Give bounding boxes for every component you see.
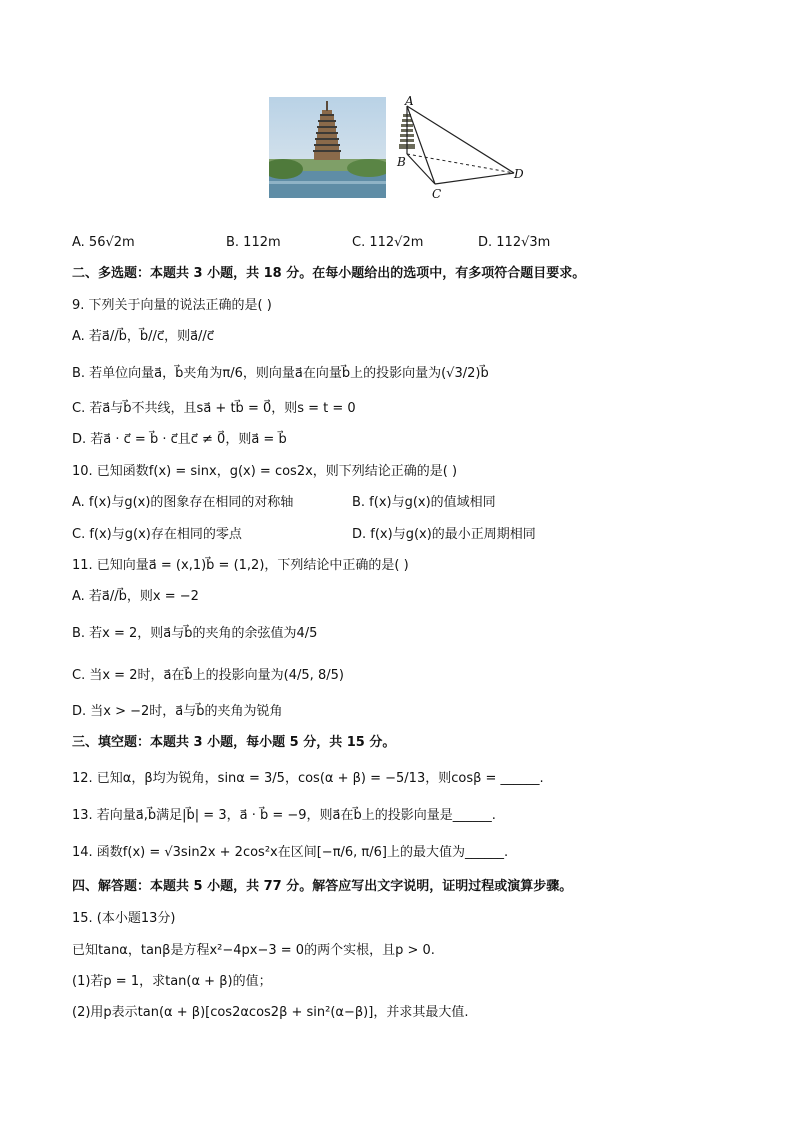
q15-part-2: (2)用p表示tan(α + β)[cos2αcos2β + sin²(α−β)]，并求其最大值. — [72, 1005, 469, 1020]
q12: 12. 已知α，β均为锐角，sinα = 3/5，cos(α + β) = −5/13，则cosβ = ______. — [72, 771, 544, 786]
q8-option-a: A. 56√2m — [72, 235, 135, 250]
q9-option-c: C. 若a⃗与b⃗不共线，且sa⃗ + tb⃗ = 0⃗，则s = t = 0 — [72, 401, 356, 416]
section-2-header: 二、多选题：本题共 3 小题，共 18 分。在每小题给出的选项中，有多项符合题目要求。 — [72, 266, 586, 281]
q8-option-b: B. 112m — [226, 235, 281, 250]
q10-option-d: D. f(x)与g(x)的最小正周期相同 — [352, 527, 536, 542]
q11-option-b: B. 若x = 2，则a⃗与b⃗的夹角的余弦值为4/5 — [72, 626, 318, 641]
q9-option-b: B. 若单位向量a⃗，b⃗夹角为π/6，则向量a⃗在向量b⃗上的投影向量为(√3/2)b⃗ — [72, 366, 489, 381]
section-3-header: 三、填空题：本题共 3 小题，每小题 5 分，共 15 分。 — [72, 735, 396, 750]
q10-option-c: C. f(x)与g(x)存在相同的零点 — [72, 527, 242, 542]
q15-part-1: (1)若p = 1，求tan(α + β)的值； — [72, 974, 272, 989]
q8-option-c: C. 112√2m — [352, 235, 424, 250]
q9-option-a: A. 若a⃗//b⃗，b⃗//c⃗，则a⃗//c⃗ — [72, 329, 214, 344]
q10-option-a: A. f(x)与g(x)的图象存在相同的对称轴 — [72, 495, 294, 510]
q11-option-a: A. 若a⃗//b⃗，则x = −2 — [72, 589, 199, 604]
label-c: C — [432, 187, 442, 201]
q13: 13. 若向量a⃗,b⃗满足|b⃗| = 3，a⃗ · b⃗ = −9，则a⃗在b⃗上的投影向量是______. — [72, 808, 496, 823]
label-d: D — [514, 167, 524, 181]
q8-option-d: D. 112√3m — [478, 235, 551, 250]
section-4-header: 四、解答题：本题共 5 小题，共 77 分。解答应写出文字说明，证明过程或演算步骤。 — [72, 879, 573, 894]
q15-head: 15. (本小题13分) — [72, 911, 176, 926]
q9-option-d: D. 若a⃗ · c⃗ = b⃗ · c⃗且c⃗ ≠ 0⃗，则a⃗ = b⃗ — [72, 432, 287, 447]
label-a: A — [405, 94, 414, 108]
pagoda-photo — [269, 97, 386, 198]
q9-stem: 9. 下列关于向量的说法正确的是( ) — [72, 298, 272, 313]
tetrahedron-diagram — [390, 94, 530, 204]
q10-option-b: B. f(x)与g(x)的值域相同 — [352, 495, 496, 510]
q14: 14. 函数f(x) = √3sin2x + 2cos²x在区间[−π/6, π/6]上的最大值为______. — [72, 845, 509, 860]
q11-option-c: C. 当x = 2时，a⃗在b⃗上的投影向量为(4/5, 8/5) — [72, 668, 344, 683]
q11-stem: 11. 已知向量a⃗ = (x,1)b⃗ = (1,2)，下列结论中正确的是( ) — [72, 558, 409, 573]
q11-option-d: D. 当x > −2时，a⃗与b⃗的夹角为锐角 — [72, 704, 283, 719]
q15-stem: 已知tanα，tanβ是方程x²−4px−3 = 0的两个实根，且p > 0. — [72, 943, 435, 958]
q10-stem: 10. 已知函数f(x) = sinx，g(x) = cos2x，则下列结论正确的是( ) — [72, 464, 458, 479]
label-b: B — [397, 155, 406, 169]
